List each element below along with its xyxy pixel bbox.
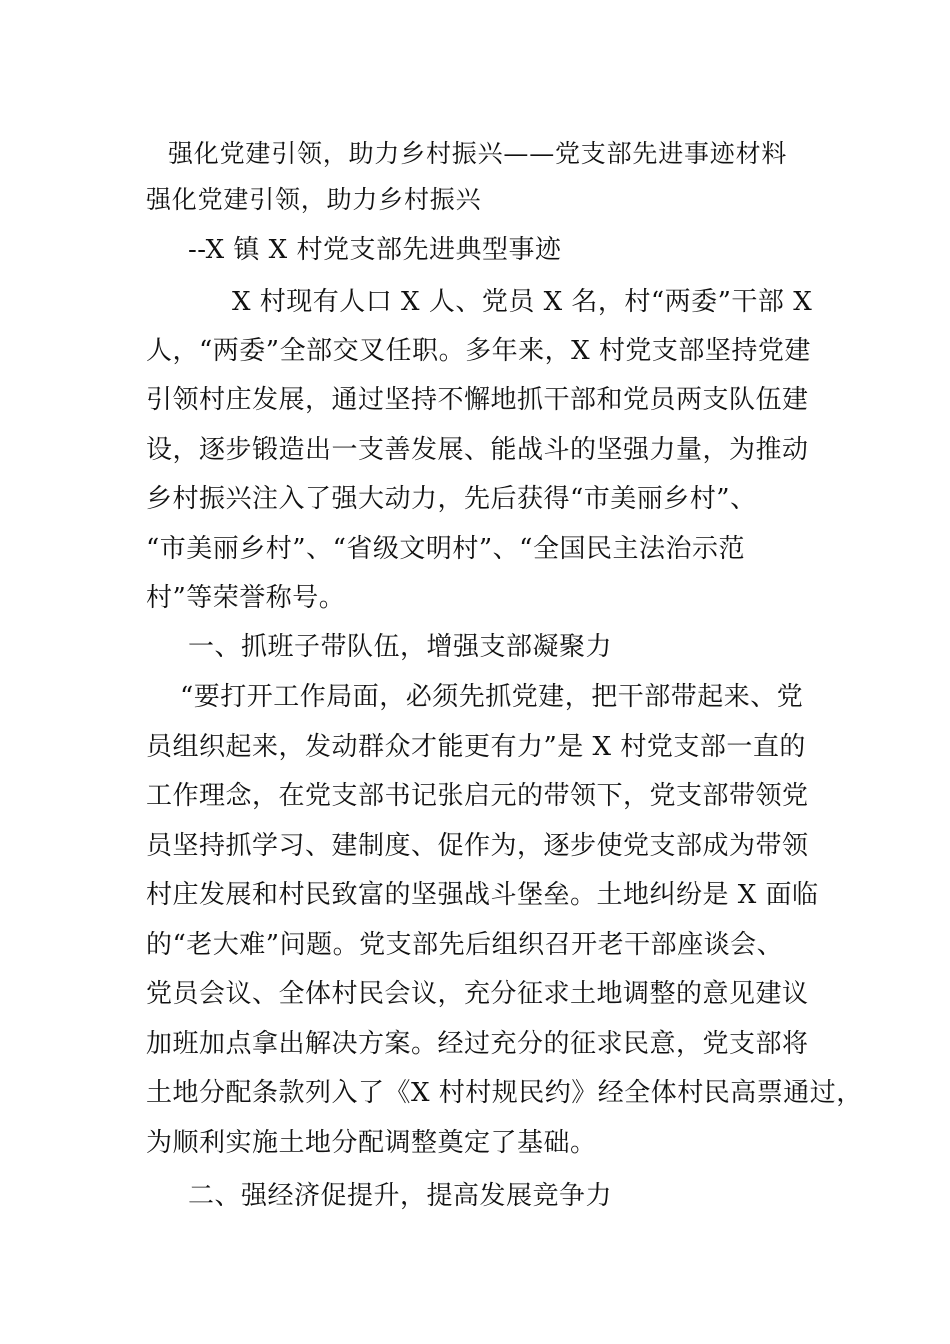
paragraph-line: 土地分配条款列入了《X 村村规民约》经全体村民高票通过， [146, 1078, 863, 1108]
paragraph-line: 党员会议、全体村民会议，充分征求土地调整的意见建议 [146, 979, 809, 1009]
paragraph-line: 的“老大难”问题。党支部先后组织召开老干部座谈会、 [146, 930, 784, 960]
paragraph-line: “要打开工作局面，必须先抓党建，把干部带起来、党 [180, 682, 804, 712]
document-subtitle: 强化党建引领，助力乡村振兴 [146, 185, 482, 214]
paragraph-line: 引领村庄发展，通过坚持不懈地抓干部和党员两支队伍建 [146, 385, 809, 415]
paragraph-line: 为顺利实施土地分配调整奠定了基础。 [146, 1128, 597, 1158]
paragraph-line: 乡村振兴注入了强大动力，先后获得“市美丽乡村”、 [146, 484, 757, 514]
paragraph-line: 工作理念，在党支部书记张启元的带领下，党支部带领党 [146, 781, 809, 811]
paragraph-line: “市美丽乡村”、“省级文明村”、“全国民主法治示范 [146, 534, 745, 564]
document-title: 强化党建引领，助力乡村振兴——党支部先进事迹材料 [168, 139, 788, 168]
section-heading-1: 一、抓班子带队伍，增强支部凝聚力 [188, 632, 613, 662]
paragraph-line: 员组织起来，发动群众才能更有力”是 X 村党支部一直的 [146, 732, 806, 762]
section-heading-2: 二、强经济促提升，提高发展竞争力 [188, 1181, 613, 1211]
paragraph-line: 员坚持抓学习、建制度、促作为，逐步使党支部成为带领 [146, 831, 809, 861]
paragraph-line: X 村现有人口 X 人、党员 X 名，村“两委”干部 X [232, 287, 813, 317]
paragraph-line: 加班加点拿出解决方案。经过充分的征求民意，党支部将 [146, 1029, 809, 1059]
paragraph-line: 村庄发展和村民致富的坚强战斗堡垒。土地纠纷是 X 面临 [146, 880, 819, 910]
paragraph-line: 村”等荣誉称号。 [146, 583, 346, 613]
document-byline: --X 镇 X 村党支部先进典型事迹 [188, 235, 562, 265]
paragraph-line: 人，“两委”全部交叉任职。多年来，X 村党支部坚持党建 [146, 336, 811, 366]
paragraph-line: 设，逐步锻造出一支善发展、能战斗的坚强力量，为推动 [146, 435, 809, 465]
